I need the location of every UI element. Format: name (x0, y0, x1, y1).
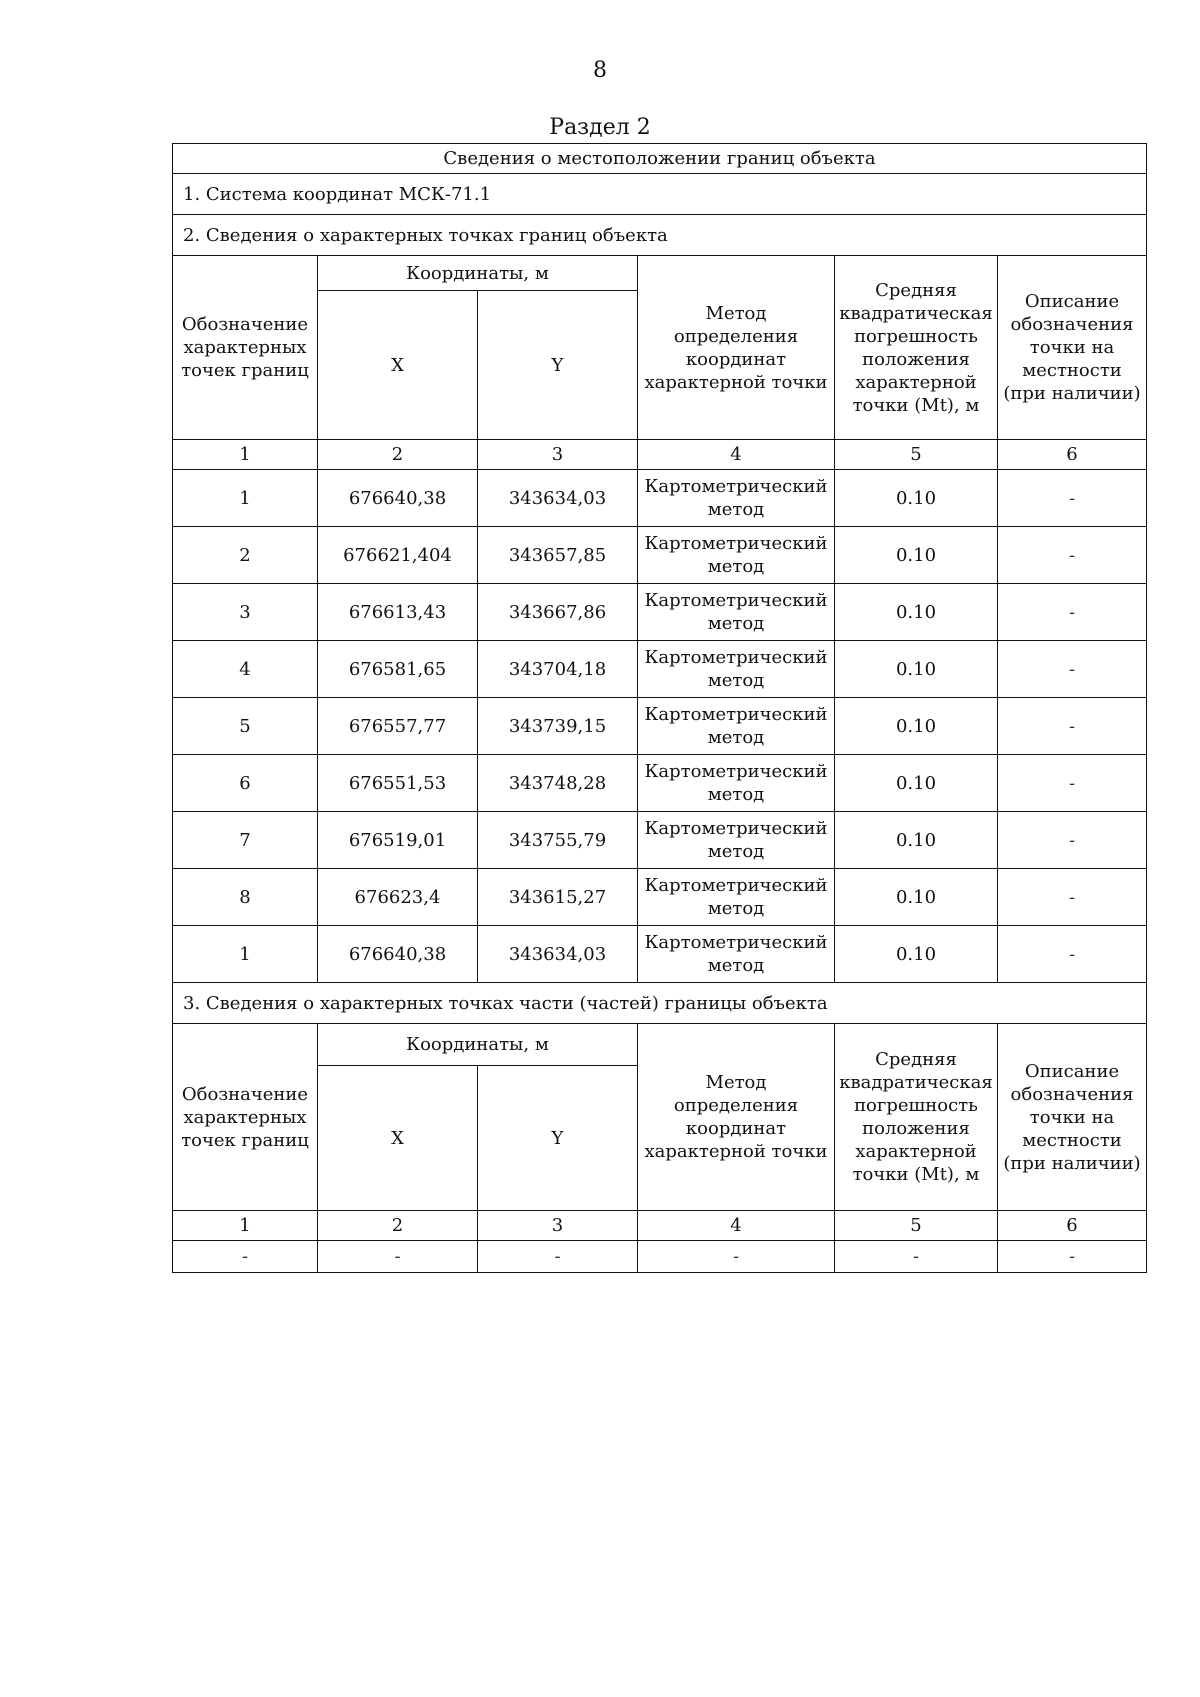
header-error: Средняя квадратическая погрешность положения характерной точки (Mt), м (835, 256, 998, 440)
column-number: 2 (318, 440, 478, 470)
header-y: Y (478, 1066, 638, 1211)
table-row (173, 698, 1147, 755)
method-cell: Картометрический метод (638, 698, 835, 755)
header-error: Средняя квадратическая погрешность положения характерной точки (Mt), м (835, 1024, 998, 1211)
description-cell: - (998, 584, 1147, 641)
method-cell: Картометрический метод (638, 755, 835, 812)
point-cell: 7 (173, 812, 318, 869)
point-cell: 6 (173, 755, 318, 812)
point-cell: 1 (173, 926, 318, 983)
method-cell: Картометрический метод (638, 470, 835, 527)
description-cell: - (998, 527, 1147, 584)
y-cell: 343755,79 (478, 812, 638, 869)
error-cell: 0.10 (835, 755, 998, 812)
error-cell: 0.10 (835, 527, 998, 584)
table-row (173, 926, 1147, 983)
point-cell: - (173, 1241, 318, 1273)
column-number: 4 (638, 440, 835, 470)
method-cell: Картометрический метод (638, 584, 835, 641)
column-number: 6 (998, 1211, 1147, 1241)
header-x: X (318, 1066, 478, 1211)
table-title: Сведения о местоположении границ объекта (173, 144, 1147, 174)
x-cell: 676551,53 (318, 755, 478, 812)
description-cell: - (998, 812, 1147, 869)
header-point-designation: Обозначение характерных точек границ (173, 256, 318, 440)
y-cell: - (478, 1241, 638, 1273)
column-number: 6 (998, 440, 1147, 470)
point-cell: 8 (173, 869, 318, 926)
header-point-designation: Обозначение характерных точек границ (173, 1024, 318, 1211)
table-row (173, 527, 1147, 584)
section-title: Раздел 2 (549, 115, 651, 140)
description-cell: - (998, 869, 1147, 926)
header-method: Метод определения координат характерной точки (638, 256, 835, 440)
point-cell: 1 (173, 470, 318, 527)
column-number: 3 (478, 1211, 638, 1241)
table-row (173, 812, 1147, 869)
header-y: Y (478, 291, 638, 440)
page-number: 8 (593, 58, 607, 83)
column-number-row (173, 440, 1147, 470)
table-row (173, 869, 1147, 926)
header-coordinates: Координаты, м (318, 1024, 638, 1066)
description-cell: - (998, 926, 1147, 983)
error-cell: 0.10 (835, 926, 998, 983)
x-cell: 676640,38 (318, 470, 478, 527)
column-number: 1 (173, 1211, 318, 1241)
error-cell: 0.10 (835, 698, 998, 755)
y-cell: 343748,28 (478, 755, 638, 812)
description-cell: - (998, 1241, 1147, 1273)
x-cell: 676623,4 (318, 869, 478, 926)
column-number: 5 (835, 440, 998, 470)
column-number: 4 (638, 1211, 835, 1241)
header-description: Описание обозначения точки на местности (при наличии) (998, 256, 1147, 440)
point-cell: 2 (173, 527, 318, 584)
method-cell: Картометрический метод (638, 812, 835, 869)
y-cell: 343634,03 (478, 470, 638, 527)
y-cell: 343615,27 (478, 869, 638, 926)
header-description: Описание обозначения точки на местности (при наличии) (998, 1024, 1147, 1211)
y-cell: 343634,03 (478, 926, 638, 983)
table-row (173, 641, 1147, 698)
point-cell: 3 (173, 584, 318, 641)
description-cell: - (998, 755, 1147, 812)
method-cell: Картометрический метод (638, 641, 835, 698)
point-cell: 5 (173, 698, 318, 755)
column-number: 3 (478, 440, 638, 470)
x-cell: - (318, 1241, 478, 1273)
part1-heading: 2. Сведения о характерных точках границ объекта (173, 215, 1147, 256)
y-cell: 343657,85 (478, 527, 638, 584)
method-cell: - (638, 1241, 835, 1273)
header-x: X (318, 291, 478, 440)
error-cell: 0.10 (835, 869, 998, 926)
error-cell: 0.10 (835, 470, 998, 527)
table-row (173, 755, 1147, 812)
column-number: 2 (318, 1211, 478, 1241)
header-coordinates: Координаты, м (318, 256, 638, 291)
x-cell: 676581,65 (318, 641, 478, 698)
x-cell: 676519,01 (318, 812, 478, 869)
column-number: 1 (173, 440, 318, 470)
x-cell: 676557,77 (318, 698, 478, 755)
error-cell: 0.10 (835, 812, 998, 869)
table-row (173, 470, 1147, 527)
boundary-location-table (172, 143, 1147, 1273)
description-cell: - (998, 470, 1147, 527)
method-cell: Картометрический метод (638, 869, 835, 926)
method-cell: Картометрический метод (638, 527, 835, 584)
error-cell: 0.10 (835, 584, 998, 641)
description-cell: - (998, 641, 1147, 698)
table-row (173, 1241, 1147, 1273)
description-cell: - (998, 698, 1147, 755)
x-cell: 676640,38 (318, 926, 478, 983)
y-cell: 343667,86 (478, 584, 638, 641)
error-cell: 0.10 (835, 641, 998, 698)
y-cell: 343739,15 (478, 698, 638, 755)
x-cell: 676613,43 (318, 584, 478, 641)
table-row (173, 584, 1147, 641)
column-number: 5 (835, 1211, 998, 1241)
column-number-row (173, 1211, 1147, 1241)
header-method: Метод определения координат характерной точки (638, 1024, 835, 1211)
part2-heading: 3. Сведения о характерных точках части (частей) границы объекта (173, 983, 1147, 1024)
coordinate-system: 1. Система координат МСК-71.1 (173, 174, 1147, 215)
point-cell: 4 (173, 641, 318, 698)
method-cell: Картометрический метод (638, 926, 835, 983)
error-cell: - (835, 1241, 998, 1273)
x-cell: 676621,404 (318, 527, 478, 584)
y-cell: 343704,18 (478, 641, 638, 698)
